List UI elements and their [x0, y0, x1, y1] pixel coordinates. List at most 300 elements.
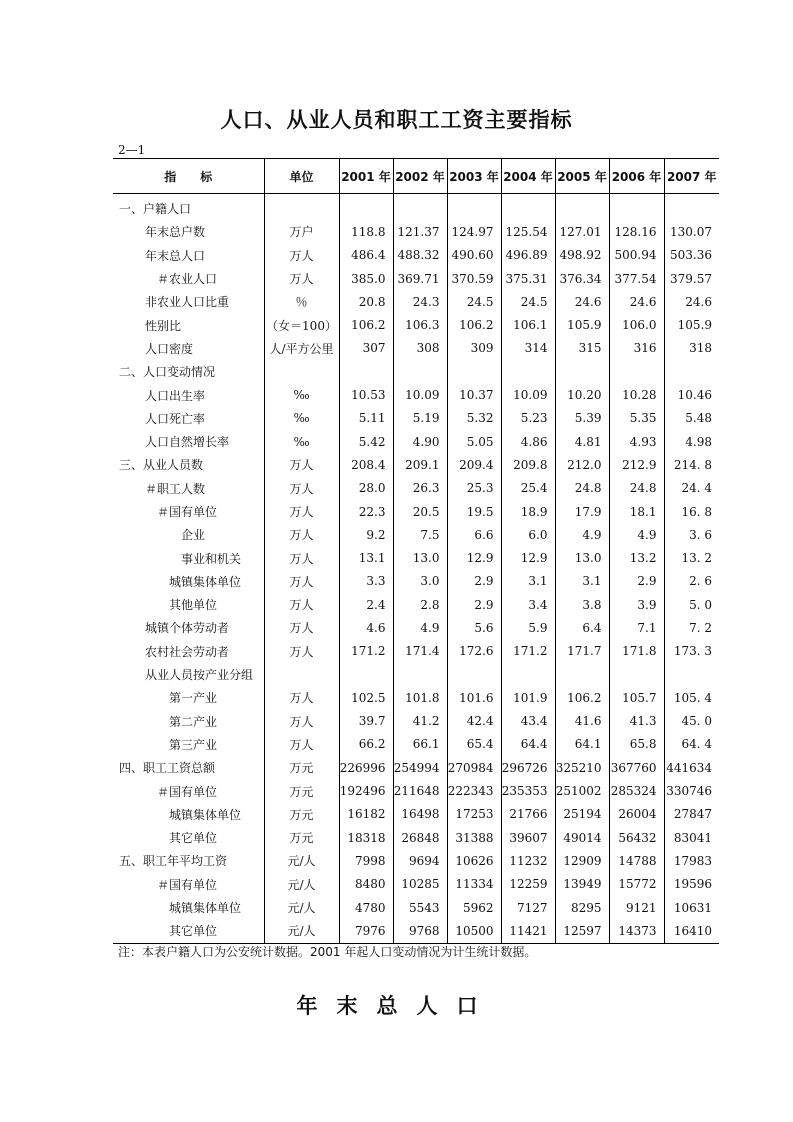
row-value: 441634 — [666, 760, 712, 775]
row-value: 17.9 — [555, 500, 609, 523]
table-row — [113, 873, 719, 896]
row-value — [447, 663, 501, 686]
row-value: 211648 — [393, 779, 447, 802]
row-value: 101.8 — [393, 686, 447, 709]
row-value — [555, 360, 609, 383]
row-value: 13. 2 — [681, 551, 712, 566]
row-value: 4.81 — [555, 430, 609, 453]
row-value: 285324 — [609, 779, 664, 802]
row-label: 其它单位 — [113, 919, 264, 943]
table-body — [113, 194, 719, 944]
row-value: 212.9 — [609, 453, 664, 476]
row-unit: 元/人 — [264, 873, 339, 896]
row-value: 49014 — [555, 826, 609, 849]
row-label: 人口出生率 — [113, 383, 264, 406]
row-value: 106.1 — [501, 313, 555, 336]
row-value — [501, 663, 555, 686]
row-value: 10285 — [393, 873, 447, 896]
row-value: 5.35 — [609, 407, 664, 430]
row-value: 65.8 — [609, 733, 664, 756]
row-value: 13.2 — [609, 546, 664, 569]
row-value: 376.34 — [555, 267, 609, 290]
row-value: 106.3 — [393, 313, 447, 336]
row-value: 171.8 — [609, 640, 664, 663]
row-value: 379.57 — [670, 271, 712, 286]
row-unit — [264, 194, 339, 221]
row-value: 10.46 — [677, 388, 712, 403]
row-value: 486.4 — [339, 244, 393, 267]
row-value: 24.6 — [609, 290, 664, 313]
table-row — [113, 383, 719, 406]
table-row — [113, 756, 719, 779]
row-value: 8295 — [555, 896, 609, 919]
row-unit: 万人 — [264, 244, 339, 267]
row-value: 309 — [447, 337, 501, 360]
row-value: 498.92 — [555, 244, 609, 267]
row-value: 5.11 — [339, 407, 393, 430]
row-unit: ‰ — [264, 383, 339, 406]
row-unit: 万人 — [264, 570, 339, 593]
header-indicator: 指 标 — [113, 159, 264, 194]
row-value: 3.3 — [339, 570, 393, 593]
row-value: 375.31 — [501, 267, 555, 290]
row-value: 10.09 — [501, 383, 555, 406]
row-label: 其它单位 — [113, 826, 264, 849]
row-value: 6.6 — [447, 523, 501, 546]
row-value — [609, 360, 664, 383]
row-unit: ％ — [264, 290, 339, 313]
row-value: 125.54 — [501, 220, 555, 243]
row-value: 5.42 — [339, 430, 393, 453]
row-value: 18318 — [339, 826, 393, 849]
row-value: 11232 — [501, 849, 555, 872]
row-value: 26.3 — [393, 477, 447, 500]
row-label: 其他单位 — [113, 593, 264, 616]
row-value: 19596 — [673, 877, 712, 892]
row-label: 第二产业 — [113, 710, 264, 733]
row-value: 171.2 — [339, 640, 393, 663]
row-value: 45. 0 — [681, 714, 712, 729]
row-value: 330746 — [666, 784, 712, 799]
row-value — [339, 663, 393, 686]
row-label: ＃国有单位 — [113, 873, 264, 896]
row-value: 316 — [609, 337, 664, 360]
row-unit: 元/人 — [264, 849, 339, 872]
table-row — [113, 477, 719, 500]
row-value: 254994 — [393, 756, 447, 779]
row-value: 3.9 — [609, 593, 664, 616]
table-row — [113, 453, 719, 476]
row-value: 7976 — [339, 919, 393, 943]
row-unit: 万户 — [264, 220, 339, 243]
row-value: 270984 — [447, 756, 501, 779]
row-label: 从业人员按产业分组 — [113, 663, 264, 686]
table-row — [113, 267, 719, 290]
row-value: 83041 — [673, 830, 712, 845]
row-value: 212.0 — [555, 453, 609, 476]
row-value: 18.1 — [609, 500, 664, 523]
row-value: 13.0 — [555, 546, 609, 569]
row-value: 4.9 — [393, 616, 447, 639]
row-value: 5.32 — [447, 407, 501, 430]
table-code: 2—1 — [118, 143, 146, 157]
row-value — [501, 194, 555, 221]
row-value — [664, 663, 719, 686]
row-value: 369.71 — [393, 267, 447, 290]
row-value: 5.48 — [685, 411, 712, 426]
row-value: 3. 6 — [689, 527, 712, 542]
row-value: 15772 — [609, 873, 664, 896]
row-value: 173. 3 — [673, 644, 712, 659]
row-value: 4780 — [339, 896, 393, 919]
row-value: 5543 — [393, 896, 447, 919]
row-value — [555, 663, 609, 686]
row-value — [393, 663, 447, 686]
row-value: 6.0 — [501, 523, 555, 546]
row-value: 10.53 — [339, 383, 393, 406]
row-label: 城镇个体劳动者 — [113, 616, 264, 639]
row-unit: 万人 — [264, 686, 339, 709]
row-value: 209.4 — [447, 453, 501, 476]
row-value: 2.9 — [609, 570, 664, 593]
row-label: 四、职工工资总额 — [113, 756, 264, 779]
row-value: 12909 — [555, 849, 609, 872]
row-value: 18.9 — [501, 500, 555, 523]
table-row — [113, 313, 719, 336]
row-value: 5.6 — [447, 616, 501, 639]
row-value: 105.7 — [609, 686, 664, 709]
row-value: 25.4 — [501, 477, 555, 500]
table-row — [113, 220, 719, 243]
table-row — [113, 546, 719, 569]
table-row — [113, 826, 719, 849]
row-unit: 万元 — [264, 826, 339, 849]
table-row — [113, 616, 719, 639]
header-unit: 单位 — [264, 159, 339, 194]
row-value: 16. 8 — [681, 504, 712, 519]
row-value: 12.9 — [501, 546, 555, 569]
row-value: 3.1 — [555, 570, 609, 593]
row-value: 9768 — [393, 919, 447, 943]
row-unit: 万元 — [264, 756, 339, 779]
row-value: 20.5 — [393, 500, 447, 523]
table-row — [113, 290, 719, 313]
row-value: 9.2 — [339, 523, 393, 546]
row-value: 19.5 — [447, 500, 501, 523]
row-value: 105.9 — [677, 318, 712, 333]
row-label: 人口自然增长率 — [113, 430, 264, 453]
row-unit: 万人 — [264, 453, 339, 476]
footnote: 注：本表户籍人口为公安统计数据。2001 年起人口变动情况为计生统计数据。 — [118, 945, 537, 959]
table-row — [113, 733, 719, 756]
row-label: 二、人口变动情况 — [113, 360, 264, 383]
row-value: 20.8 — [339, 290, 393, 313]
row-value: 22.3 — [339, 500, 393, 523]
row-value: 24.8 — [555, 477, 609, 500]
row-value: 8480 — [339, 873, 393, 896]
row-value: 5. 0 — [689, 597, 712, 612]
row-value: 43.4 — [501, 710, 555, 733]
table-row — [113, 593, 719, 616]
row-unit: 元/人 — [264, 896, 339, 919]
row-value: 7.5 — [393, 523, 447, 546]
row-value: 24.6 — [555, 290, 609, 313]
row-value: 24.5 — [447, 290, 501, 313]
row-value: 25194 — [555, 803, 609, 826]
row-value: 106.0 — [609, 313, 664, 336]
row-unit: 万人 — [264, 616, 339, 639]
table-row — [113, 337, 719, 360]
row-value: 496.89 — [501, 244, 555, 267]
row-value: 56432 — [609, 826, 664, 849]
row-value: 171.4 — [393, 640, 447, 663]
row-value: 12597 — [555, 919, 609, 943]
row-value: 11334 — [447, 873, 501, 896]
row-value: 64. 4 — [681, 737, 712, 752]
row-value — [447, 360, 501, 383]
row-value: 226996 — [339, 756, 393, 779]
row-value: 105. 4 — [673, 690, 712, 705]
row-value: 13949 — [555, 873, 609, 896]
row-value — [664, 360, 719, 383]
row-label: 城镇集体单位 — [113, 570, 264, 593]
row-value: 130.07 — [670, 224, 712, 239]
row-value: 64.4 — [501, 733, 555, 756]
row-label: 事业和机关 — [113, 546, 264, 569]
row-unit — [264, 663, 339, 686]
table-row — [113, 896, 719, 919]
row-unit: 万人 — [264, 477, 339, 500]
row-value: 10.09 — [393, 383, 447, 406]
row-value: 17253 — [447, 803, 501, 826]
row-label: 城镇集体单位 — [113, 896, 264, 919]
row-value: 7127 — [501, 896, 555, 919]
row-value: 102.5 — [339, 686, 393, 709]
row-unit: 万人 — [264, 710, 339, 733]
row-value: 10631 — [673, 900, 712, 915]
row-value: 251002 — [555, 779, 609, 802]
table-row — [113, 710, 719, 733]
row-value — [393, 360, 447, 383]
row-value: 314 — [501, 337, 555, 360]
row-value: 66.1 — [393, 733, 447, 756]
row-value: 41.6 — [555, 710, 609, 733]
row-value: 5.39 — [555, 407, 609, 430]
row-value: 222343 — [447, 779, 501, 802]
row-unit: 万元 — [264, 779, 339, 802]
table-row — [113, 194, 719, 221]
row-value: 9121 — [609, 896, 664, 919]
row-value: 4.9 — [555, 523, 609, 546]
row-value: 41.2 — [393, 710, 447, 733]
row-value: 16498 — [393, 803, 447, 826]
row-value: 14788 — [609, 849, 664, 872]
row-value — [501, 360, 555, 383]
row-value: 121.37 — [393, 220, 447, 243]
row-value: 6.4 — [555, 616, 609, 639]
row-unit: 万元 — [264, 803, 339, 826]
row-value: 5.05 — [447, 430, 501, 453]
row-value: 4.98 — [685, 434, 712, 449]
row-value: 503.36 — [670, 248, 712, 263]
row-value: 41.3 — [609, 710, 664, 733]
row-unit: 万人 — [264, 500, 339, 523]
row-value: 209.8 — [501, 453, 555, 476]
row-value: 490.60 — [447, 244, 501, 267]
table-row — [113, 407, 719, 430]
row-value: 10500 — [447, 919, 501, 943]
row-value: 367760 — [609, 756, 664, 779]
row-value: 315 — [555, 337, 609, 360]
row-value: 9694 — [393, 849, 447, 872]
row-value: 3.8 — [555, 593, 609, 616]
row-value: 209.1 — [393, 453, 447, 476]
row-value: 27847 — [673, 807, 712, 822]
row-value: 13.1 — [339, 546, 393, 569]
row-value: 124.97 — [447, 220, 501, 243]
row-unit: 万人 — [264, 546, 339, 569]
row-value: 235353 — [501, 779, 555, 802]
row-unit: 万人 — [264, 267, 339, 290]
row-label: 企业 — [113, 523, 264, 546]
table-row — [113, 570, 719, 593]
row-value: 5.23 — [501, 407, 555, 430]
header-year: 2005 年 — [555, 159, 609, 194]
table-header-row — [113, 159, 719, 194]
row-value — [447, 194, 501, 221]
row-value: 106.2 — [447, 313, 501, 336]
row-value: 12259 — [501, 873, 555, 896]
header-year: 2002 年 — [393, 159, 447, 194]
row-value: 13.0 — [393, 546, 447, 569]
row-value: 172.6 — [447, 640, 501, 663]
row-value: 24.3 — [393, 290, 447, 313]
table-row — [113, 523, 719, 546]
row-value: 7998 — [339, 849, 393, 872]
page-title: 人口、从业人员和职工工资主要指标 — [220, 108, 573, 132]
row-label: 人口死亡率 — [113, 407, 264, 430]
row-value: 16410 — [664, 919, 719, 943]
row-value: 10.20 — [555, 383, 609, 406]
row-label: 五、职工年平均工资 — [113, 849, 264, 872]
row-value: 308 — [393, 337, 447, 360]
row-unit: 万人 — [264, 733, 339, 756]
table-row — [113, 360, 719, 383]
row-value: 39607 — [501, 826, 555, 849]
row-value: 106.2 — [555, 686, 609, 709]
row-label: 第三产业 — [113, 733, 264, 756]
row-value: 24.6 — [685, 294, 712, 309]
row-value: 14373 — [609, 919, 664, 943]
row-value — [393, 194, 447, 221]
row-unit: 人/平方公里 — [264, 337, 339, 360]
row-value — [339, 194, 393, 221]
row-value — [609, 663, 664, 686]
table-row — [113, 849, 719, 872]
row-label: 城镇集体单位 — [113, 803, 264, 826]
row-value: 11421 — [501, 919, 555, 943]
row-value: 101.6 — [447, 686, 501, 709]
row-value: 4.90 — [393, 430, 447, 453]
row-value: 31388 — [447, 826, 501, 849]
table-row — [113, 686, 719, 709]
row-value: 5962 — [447, 896, 501, 919]
row-value: 5.9 — [501, 616, 555, 639]
row-value — [339, 360, 393, 383]
row-value: 325210 — [555, 756, 609, 779]
row-value: 500.94 — [609, 244, 664, 267]
row-label: 三、从业人员数 — [113, 453, 264, 476]
table-row — [113, 803, 719, 826]
row-value: 64.1 — [555, 733, 609, 756]
row-value: 208.4 — [339, 453, 393, 476]
row-value: 25.3 — [447, 477, 501, 500]
row-value: 106.2 — [339, 313, 393, 336]
row-value: 214. 8 — [673, 457, 712, 472]
row-value: 3.4 — [501, 593, 555, 616]
row-label: 第一产业 — [113, 686, 264, 709]
row-value: 4.9 — [609, 523, 664, 546]
row-value: 10.28 — [609, 383, 664, 406]
row-unit: ‰ — [264, 430, 339, 453]
row-value: 307 — [339, 337, 393, 360]
row-value: 171.2 — [501, 640, 555, 663]
row-value: 2. 6 — [689, 574, 712, 589]
row-value: 3.0 — [393, 570, 447, 593]
row-value: 16182 — [339, 803, 393, 826]
row-value — [609, 194, 664, 221]
row-value: 318 — [689, 341, 712, 356]
row-value: 370.59 — [447, 267, 501, 290]
row-value: 65.4 — [447, 733, 501, 756]
row-value: 24.5 — [501, 290, 555, 313]
row-value: 171.7 — [555, 640, 609, 663]
row-value: 488.32 — [393, 244, 447, 267]
header-year: 2006 年 — [609, 159, 664, 194]
row-value: 12.9 — [447, 546, 501, 569]
row-label: ＃国有单位 — [113, 500, 264, 523]
row-value: 24. 4 — [681, 481, 712, 496]
row-value: 17983 — [673, 853, 712, 868]
indicators-table — [113, 158, 719, 944]
row-value: 2.9 — [447, 570, 501, 593]
row-value: 21766 — [501, 803, 555, 826]
row-value: 7.1 — [609, 616, 664, 639]
row-label: 年末总户数 — [113, 220, 264, 243]
row-label: 人口密度 — [113, 337, 264, 360]
row-label: 农村社会劳动者 — [113, 640, 264, 663]
row-label: 年末总人口 — [113, 244, 264, 267]
row-value: 4.86 — [501, 430, 555, 453]
row-unit: 万人 — [264, 640, 339, 663]
table-row — [113, 663, 719, 686]
row-value: 2.8 — [393, 593, 447, 616]
row-label: 性别比 — [113, 313, 264, 336]
row-value: 105.9 — [555, 313, 609, 336]
table-row — [113, 919, 719, 943]
row-label: ＃农业人口 — [113, 267, 264, 290]
row-unit: （女＝100） — [264, 313, 339, 336]
row-label: 一、户籍人口 — [113, 194, 264, 221]
row-value: 128.16 — [609, 220, 664, 243]
row-value: 296726 — [501, 756, 555, 779]
row-unit: ‰ — [264, 407, 339, 430]
row-value: 127.01 — [555, 220, 609, 243]
row-value: 118.8 — [339, 220, 393, 243]
table-row — [113, 430, 719, 453]
header-year: 2003 年 — [447, 159, 501, 194]
row-value: 5.19 — [393, 407, 447, 430]
